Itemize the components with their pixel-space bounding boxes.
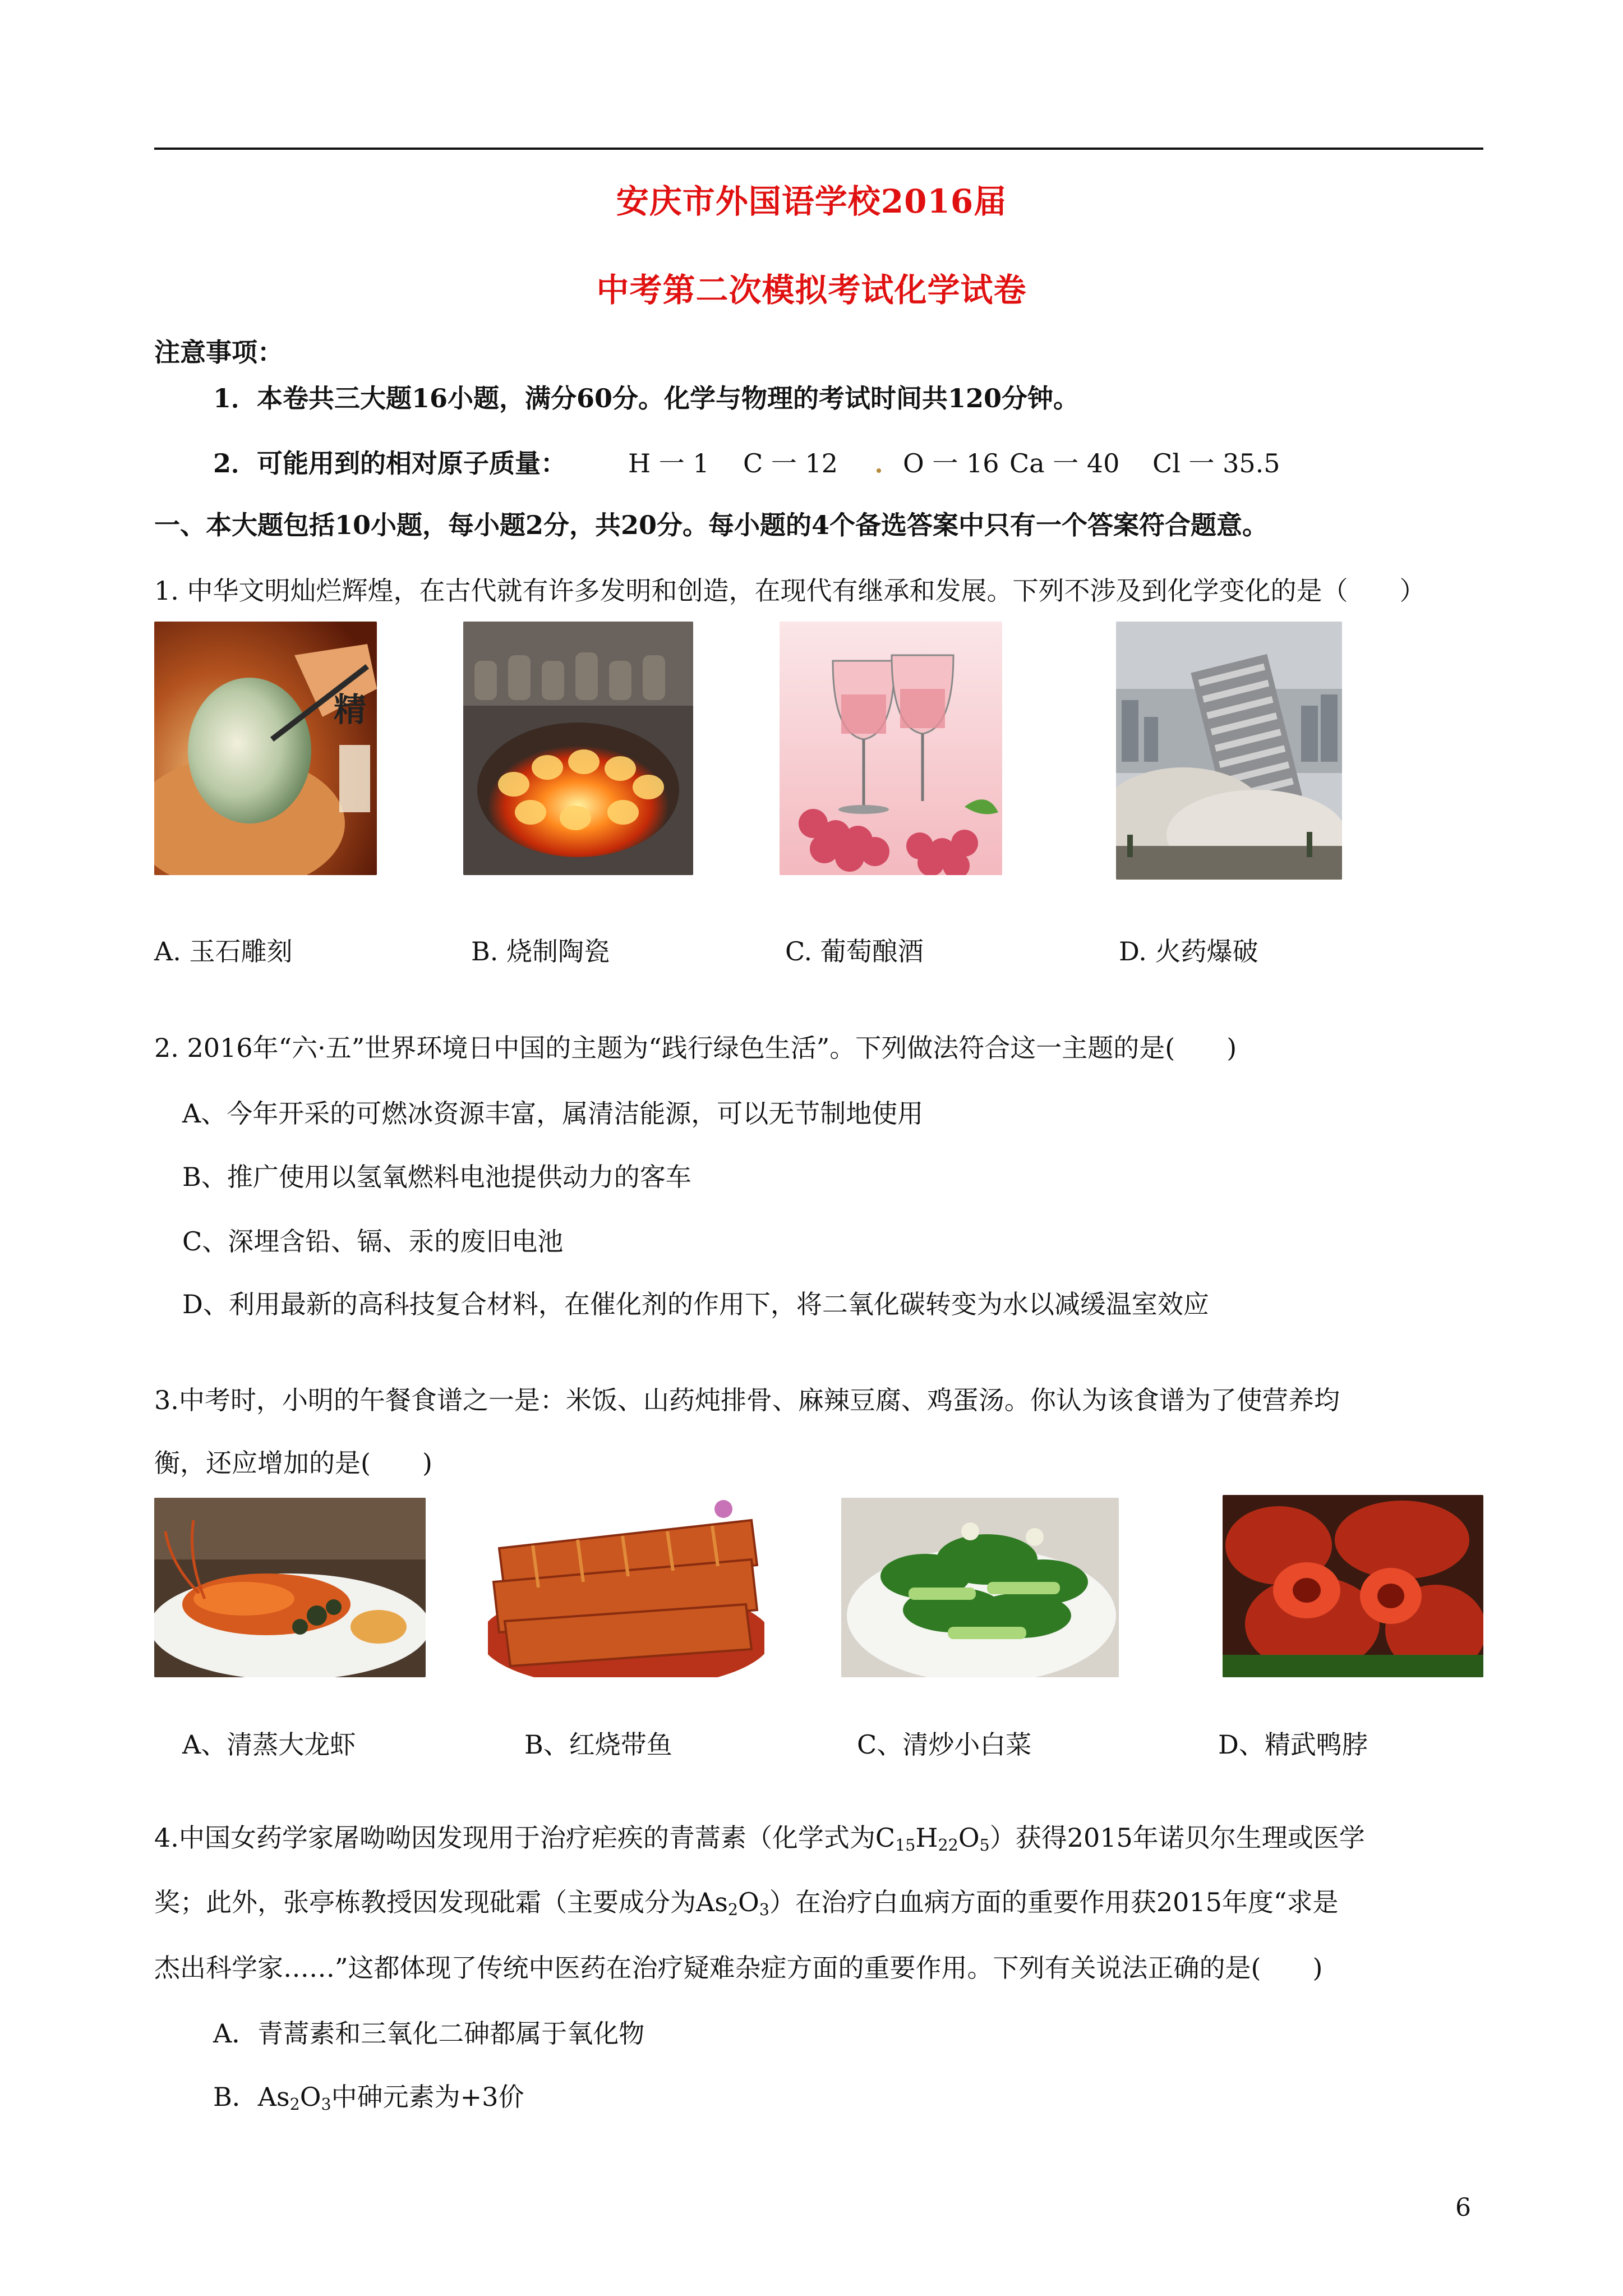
question-1-stem: 1. 中华文明灿烂辉煌，在古代就有许多发明和创造，在现代有继承和发展。下列不涉及到化学变化的是（ ） xyxy=(154,576,1426,606)
wine-grapes-image xyxy=(780,622,1002,875)
section-1-heading: 一、本大题包括10小题，每小题2分，共20分。每小题的4个备选答案中只有一个答案符合题意。 xyxy=(154,510,1269,540)
mass-cl: Cl 一 35.5 xyxy=(1152,448,1280,478)
braised-hairtail-image xyxy=(488,1498,764,1677)
demolition-explosion-image xyxy=(1116,622,1342,880)
question-4-line-1: 4.中国女药学家屠呦呦因发现用于治疗疟疾的青蒿素（化学式为$C_{15}H_{22}O_5$）获得2015年诺贝尔生理或医学 xyxy=(154,1823,1365,1855)
title-line-2: 中考第二次模拟考试化学试卷 xyxy=(596,271,1027,309)
question-4-option-a: A．青蒿素和三氧化二砷都属于氧化物 xyxy=(213,2018,645,2049)
stray-dot xyxy=(877,468,881,473)
question-3-stem-line-2: 衡，还应增加的是( ) xyxy=(154,1448,432,1478)
question-3-option-c: C、清炒小白菜 xyxy=(857,1729,1032,1760)
question-3-option-a: A、清蒸大龙虾 xyxy=(182,1729,356,1760)
question-3-option-d: D、精武鸭脖 xyxy=(1218,1729,1368,1760)
spicy-duck-neck-image xyxy=(1223,1495,1483,1677)
question-3-stem-line-1: 3.中考时，小明的午餐食谱之一是：米饭、山药炖排骨、麻辣豆腐、鸡蛋汤。你认为该食谱为了使营养均 xyxy=(154,1385,1340,1415)
question-2-option-c: C、深埋含铅、镉、汞的废旧电池 xyxy=(182,1226,564,1257)
question-1-option-c: C. 葡萄酿酒 xyxy=(785,936,924,967)
notice-item-1: 1．本卷共三大题16小题，满分60分。化学与物理的考试时间共120分钟。 xyxy=(213,383,1080,413)
overlay-character: 精 xyxy=(334,691,367,729)
question-3-option-b: B、红烧带鱼 xyxy=(524,1729,672,1760)
question-1-option-d: D. 火药爆破 xyxy=(1119,936,1258,967)
question-1-option-a: A. 玉石雕刻 xyxy=(154,936,293,967)
notice-item-2-label: 2．可能用到的相对原子质量： xyxy=(213,448,567,478)
notice-heading: 注意事项： xyxy=(154,337,283,367)
mass-c: C 一 12 xyxy=(743,448,838,478)
mass-ca: Ca 一 40 xyxy=(1009,448,1120,478)
stir-fried-bok-choy-image xyxy=(841,1498,1119,1677)
question-4-line-2: 奖；此外，张亭栋教授因发现砒霜（主要成分为$As_2O_3$）在治疗白血病方面的重要作用获2015年度“求是 xyxy=(154,1887,1339,1920)
mass-h: H 一 1 xyxy=(628,448,709,478)
question-4-option-b: B．$As_2O_3$中砷元素为+3价 xyxy=(213,2082,524,2114)
steamed-lobster-image xyxy=(154,1498,426,1677)
title-line-1: 安庆市外国语学校2016届 xyxy=(616,182,1007,220)
kiln-ceramics-image xyxy=(463,622,693,875)
question-1-option-b: B. 烧制陶瓷 xyxy=(471,936,610,967)
mass-o: O 一 16 xyxy=(903,448,999,478)
question-2-option-a: A、今年开采的可燃冰资源丰富，属清洁能源，可以无节制地使用 xyxy=(182,1098,924,1129)
question-2-option-d: D、利用最新的高科技复合材料，在催化剂的作用下，将二氧化碳转变为水以减缓温室效应 xyxy=(182,1289,1209,1319)
jade-carving-image xyxy=(154,622,377,875)
page-number: 6 xyxy=(1455,2193,1471,2222)
question-2-stem: 2. 2016年“六·五”世界环境日中国的主题为“践行绿色生活”。下列做法符合这一主题的是( ) xyxy=(154,1033,1237,1063)
top-rule xyxy=(154,148,1483,150)
question-4-line-3: 杰出科学家……”这都体现了传统中医药在治疗疑难杂症方面的重要作用。下列有关说法正确的是( ) xyxy=(154,1953,1323,1983)
question-2-option-b: B、推广使用以氢氧燃料电池提供动力的客车 xyxy=(182,1162,691,1192)
